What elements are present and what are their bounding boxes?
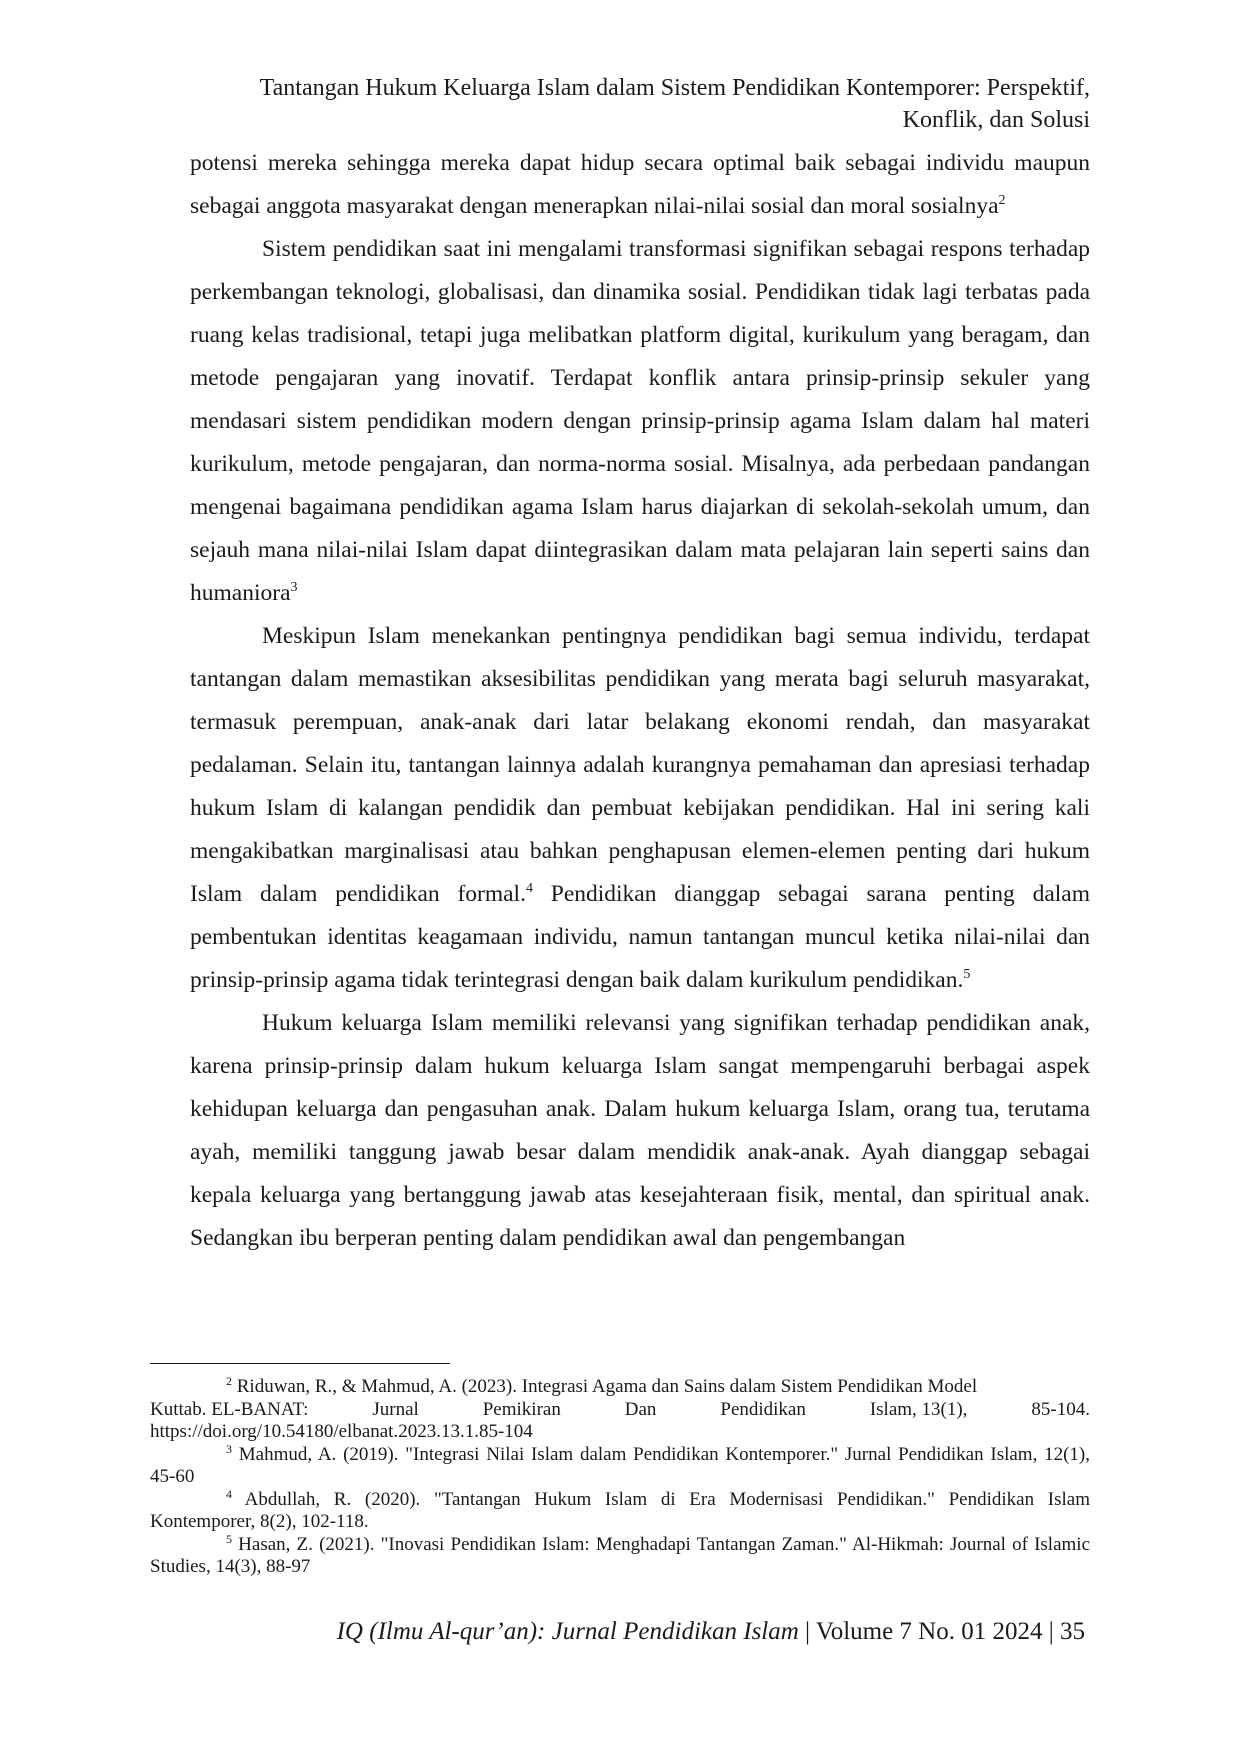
journal-volume: Volume 7 No. 01 2024 [815, 1618, 1043, 1645]
footnote-number: 2 [226, 1374, 232, 1388]
footnote-4 [150, 1486, 1090, 1534]
footnote-word: Pendidikan [720, 1398, 806, 1420]
footnote-number: 5 [226, 1531, 232, 1546]
page-number: 35 [1060, 1618, 1085, 1645]
footnotes [150, 1376, 1090, 1579]
footnote-ref-2[interactable]: 2 [998, 193, 1006, 208]
footer-separator: | [1042, 1618, 1060, 1645]
footnote-ref-3[interactable]: 3 [290, 580, 298, 595]
running-header [200, 72, 1090, 136]
footnote-text: Abdullah, R. (2020). "Tantangan Hukum Islam di Era Modernisasi Pendidikan." Pendidikan Islam Kontemporer, 8(2), 102-118. [150, 1488, 1090, 1532]
footnote-word: Islam, 13(1), [869, 1398, 968, 1420]
paragraph-1 [190, 142, 1090, 228]
paragraph-text: Meskipun Islam menekankan pentingnya pendidikan bagi semua individu, terdapat tantangan dalam memastikan aksesibilitas pendidikan yang merata bagi seluruh masyarakat, termasuk perempuan, anak-anak dari latar belakang ekonomi rendah, dan masyarakat pedalaman. Selain itu, tantangan lainnya adalah kurangnya pemahaman dan apresiasi terhadap hukum Islam di kalangan pendidik dan pembuat kebijakan pendidikan. Hal ini sering kali mengakibatkan marginalisasi atau bahkan penghapusan elemen-elemen penting dari hukum Islam dalam pendidikan formal. [190, 623, 1090, 907]
footnote-number: 3 [226, 1441, 232, 1456]
paragraph-text: Hukum keluarga Islam memiliki relevansi yang signifikan terhadap pendidikan anak, karena prinsip-prinsip dalam hukum keluarga Islam sangat mempengaruhi berbagai aspek kehidupan keluarga dan pengasuhan anak. Dalam hukum keluarga Islam, orang tua, terutama ayah, memiliki tanggung jawab besar dalam mendidik anak-anak. Ayah dianggap sebagai kepala keluarga yang bertanggung jawab atas kesejahteraan fisik, mental, dan spiritual anak. Sedangkan ibu berperan penting dalam pendidikan awal dan pengembangan [190, 1010, 1090, 1251]
footnote-separator [150, 1363, 450, 1364]
footnote-number: 4 [226, 1486, 232, 1501]
article-body [190, 142, 1090, 1260]
footnote-ref-5[interactable]: 5 [963, 967, 971, 982]
paragraph-text: Sistem pendidikan saat ini mengalami transformasi signifikan sebagai respons terhadap perkembangan teknologi, globalisasi, dan dinamika sosial. Pendidikan tidak lagi terbatas pada ruang kelas tradisional, tetapi juga melibatkan platform digital, kurikulum yang beragam, dan metode pengajaran yang inovatif. Terdapat konflik antara prinsip-prinsip sekuler yang mendasari sistem pendidikan modern dengan prinsip-prinsip agama Islam dalam hal materi kurikulum, metode pengajaran, dan norma-norma sosial. Misalnya, ada perbedaan pandangan mengenai bagaimana pendidikan agama Islam harus diajarkan di sekolah-sekolah umum, dan sejauh mana nilai-nilai Islam dapat diintegrasikan dalam mata pelajaran lain seperti sains dan humaniora [190, 236, 1090, 606]
paragraph-text: Pendidikan dianggap sebagai sarana penting dalam pembentukan identitas keagamaan individu, namun tantangan muncul ketika nilai-nilai dan prinsip-prinsip agama tidak terintegrasi dengan baik dalam kurikulum pendidikan. [190, 881, 1090, 993]
running-footer [200, 1616, 1085, 1648]
footnote-3 [150, 1441, 1090, 1489]
footnote-text: Mahmud, A. (2019). "Integrasi Nilai Islam dalam Pendidikan Kontemporer." Jurnal Pendidikan Islam, 12(1), 45-60 [150, 1443, 1090, 1487]
paragraph-3 [190, 615, 1090, 1002]
footnote-text: Hasan, Z. (2021). "Inovasi Pendidikan Islam: Menghadapi Tantangan Zaman." Al-Hikmah: Journal of Islamic Studies, 14(3), 88-97 [150, 1533, 1090, 1577]
footnote-ref-4[interactable]: 4 [525, 881, 533, 896]
footnote-justified-line [150, 1399, 1090, 1422]
footnote-word: Jurnal [372, 1398, 419, 1420]
footnote-5 [150, 1531, 1090, 1579]
footnote-text: Riduwan, R., & Mahmud, A. (2023). Integrasi Agama dan Sains dalam Sistem Pendidikan Model [232, 1376, 978, 1397]
header-title-line-1: Tantangan Hukum Keluarga Islam dalam Sistem Pendidikan Kontemporer: Perspektif, [259, 75, 1090, 101]
paragraph-text: potensi mereka sehingga mereka dapat hidup secara optimal baik sebagai individu maupun sebagai anggota masyarakat dengan menerapkan nilai-nilai sosial dan moral sosialnya [190, 150, 1090, 219]
paragraph-2 [190, 228, 1090, 615]
footnote-word: Dan [624, 1398, 657, 1420]
footnote-word: Kuttab. EL-BANAT: [150, 1398, 309, 1420]
footnote-doi-link[interactable]: https://doi.org/10.54180/elbanat.2023.13.1.85-104 [150, 1421, 533, 1442]
footnote-2 [150, 1376, 1090, 1444]
header-title-line-2: Konflik, dan Solusi [902, 107, 1090, 133]
footnote-word: 85-104. [1031, 1398, 1090, 1420]
footnote-word: Pemikiran [482, 1398, 561, 1420]
journal-name: IQ (Ilmu Al-qur’an): Jurnal Pendidikan Islam [336, 1618, 799, 1645]
footer-separator: | [798, 1618, 816, 1645]
paragraph-4 [190, 1002, 1090, 1260]
